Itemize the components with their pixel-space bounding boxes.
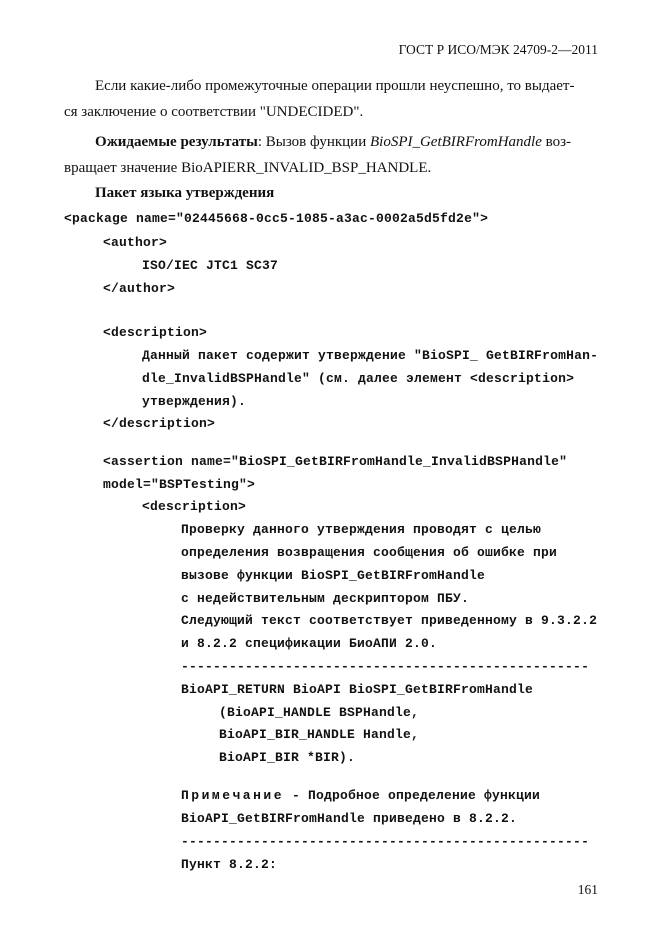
code-line: ISO/IEC JTC1 SC37: [142, 258, 279, 273]
code-line: dle_InvalidBSPHandle" (см. далее элемент <description>: [142, 371, 575, 386]
note-text: - Подробное определение функции: [284, 788, 541, 803]
paragraph-text: : Вызов функции: [257, 134, 370, 150]
paragraph-line: вращает значение BioAPIERR_INVALID_BSP_HANDLE.: [64, 160, 432, 176]
paragraph-undecided: [64, 73, 598, 125]
code-line: <description>: [142, 499, 247, 514]
code-line: BioAPI_GetBIRFromHandle приведено в 8.2.2.: [181, 811, 518, 826]
code-line: вызове функции BioSPI_GetBIRFromHandle: [181, 568, 486, 583]
paragraph-text: воз-: [541, 134, 572, 150]
separator-line: ---------------------------------------------------: [181, 659, 590, 674]
paragraph-line: Если какие-либо промежуточные операции прошли неуспешно, то выдает-: [95, 78, 575, 94]
paragraph-line: [64, 129, 598, 155]
code-line: BioAPI_BIR_HANDLE Handle,: [219, 727, 420, 742]
code-line: </author>: [103, 281, 176, 296]
section-heading: Пакет языка утверждения: [95, 185, 275, 201]
code-line: <description>: [103, 325, 208, 340]
paragraph-expected-results: [64, 129, 598, 181]
page-number: 161: [577, 882, 598, 897]
separator-line: ---------------------------------------------------: [181, 834, 590, 849]
code-line: <author>: [103, 235, 168, 250]
code-line: и 8.2.2 спецификации БиоАПИ 2.0.: [181, 636, 438, 651]
code-line: BioAPI_BIR *BIR).: [219, 750, 356, 765]
code-line: Данный пакет содержит утверждение "BioSPI_ GetBIRFromHan-: [142, 348, 599, 363]
paragraph-line: ся заключение о соответствии "UNDECIDED".: [64, 104, 364, 120]
code-line: Пункт 8.2.2:: [181, 857, 278, 872]
code-line: с недействительным дескриптором ПБУ.: [181, 591, 470, 606]
code-line: (BioAPI_HANDLE BSPHandle,: [219, 705, 420, 720]
code-line: <package name="02445668-0cc5-1085-a3ac-0002a5d5fd2e">: [64, 211, 489, 226]
code-line: Проверку данного утверждения проводят с целью: [181, 522, 542, 537]
expected-results-label: Ожидаемые результаты: [95, 134, 258, 150]
code-line: Следующий текст соответствует приведенному в 9.3.2.2: [181, 613, 598, 628]
function-name: BioSPI_GetBIRFromHandle: [369, 134, 542, 150]
code-line: <assertion name="BioSPI_GetBIRFromHandle_InvalidBSPHandle": [103, 454, 568, 469]
note-label: Примечание: [181, 788, 285, 803]
code-line: model="BSPTesting">: [103, 477, 256, 492]
note-line: [181, 788, 540, 803]
code-line: </description>: [103, 416, 216, 431]
code-line: утверждения).: [142, 394, 247, 409]
code-line: BioAPI_RETURN BioAPI BioSPI_GetBIRFromHandle: [181, 682, 534, 697]
code-line: определения возвращения сообщения об ошибке при: [181, 545, 558, 560]
page-header: ГОСТ Р ИСО/МЭК 24709-2—2011: [398, 42, 598, 57]
